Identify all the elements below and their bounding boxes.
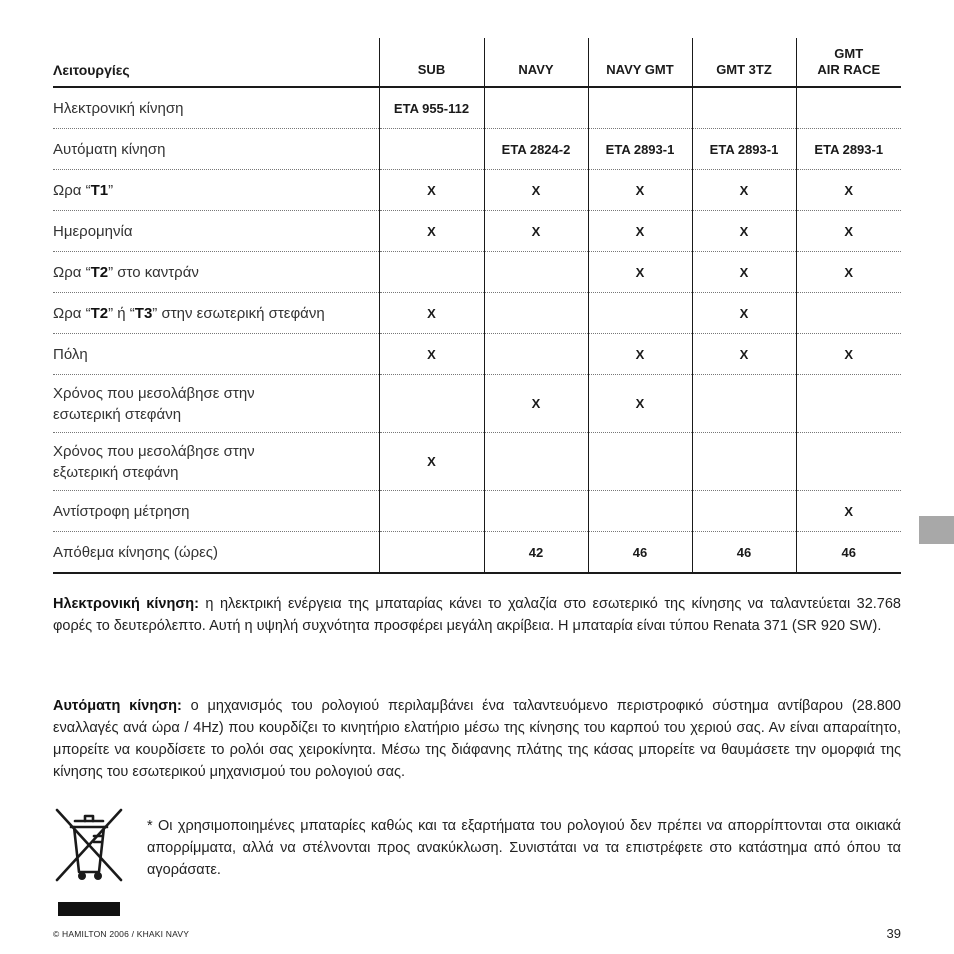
row-label-part: ” στην εσωτερική στεφάνη	[152, 304, 325, 322]
cell-gmt-air-race	[796, 375, 901, 433]
header-model-gmt-3tz: GMT 3TZ	[692, 38, 796, 87]
cell-sub	[379, 252, 484, 293]
cell-navy-gmt: X	[588, 211, 692, 252]
table-row	[53, 87, 901, 129]
page-number: 39	[886, 926, 901, 941]
row-label: Αντίστροφη μέτρηση	[53, 491, 379, 532]
table-row	[53, 129, 901, 170]
row-label	[53, 293, 379, 334]
crossed-out-wheeled-bin-icon	[53, 806, 125, 886]
cell-sub: X	[379, 334, 484, 375]
paragraph-lead: Αυτόματη κίνηση:	[53, 698, 182, 714]
weee-black-bar	[58, 902, 120, 916]
row-label-part: T2	[90, 304, 109, 322]
cell-navy	[484, 334, 588, 375]
cell-gmt-air-race	[796, 293, 901, 334]
cell-sub	[379, 532, 484, 574]
cell-sub: ETA 955-112	[379, 87, 484, 129]
cell-sub: X	[379, 211, 484, 252]
row-label-part: T1	[90, 181, 109, 199]
cell-navy	[484, 252, 588, 293]
row-label: Πόλη	[53, 334, 379, 375]
cell-gmt-3tz: 46	[692, 532, 796, 574]
cell-gmt-air-race: 46	[796, 532, 901, 574]
cell-gmt-3tz	[692, 491, 796, 532]
section-tab-marker	[919, 516, 954, 544]
footer-copyright: © HAMILTON 2006 / KHAKI NAVY	[53, 929, 190, 939]
cell-gmt-3tz	[692, 375, 796, 433]
row-label-part: Ωρα “	[53, 263, 91, 281]
cell-gmt-air-race	[796, 433, 901, 491]
cell-gmt-3tz	[692, 87, 796, 129]
cell-gmt-3tz: X	[692, 170, 796, 211]
table-header-row	[53, 38, 901, 87]
header-functions: Λειτουργίες	[53, 38, 379, 87]
cell-navy	[484, 433, 588, 491]
cell-navy-gmt	[588, 293, 692, 334]
row-label: Χρόνος που μεσολάβησε στην εσωτερική στεφάνη	[53, 375, 379, 433]
header-model-navy-gmt: NAVY GMT	[588, 38, 692, 87]
cell-gmt-air-race	[796, 87, 901, 129]
row-label: Ημερομηνία	[53, 211, 379, 252]
row-label-part: ” ή “	[108, 304, 135, 322]
cell-navy-gmt: X	[588, 252, 692, 293]
cell-sub: X	[379, 293, 484, 334]
cell-navy	[484, 293, 588, 334]
cell-navy-gmt: X	[588, 375, 692, 433]
row-label: Ηλεκτρονική κίνηση	[53, 87, 379, 129]
cell-sub	[379, 491, 484, 532]
cell-navy-gmt	[588, 433, 692, 491]
table-row	[53, 252, 901, 293]
table-body	[53, 87, 901, 573]
cell-gmt-air-race: X	[796, 211, 901, 252]
row-label-part: ” στο καντράν	[108, 263, 199, 281]
table-row	[53, 532, 901, 574]
cell-sub	[379, 129, 484, 170]
table-row	[53, 334, 901, 375]
cell-sub	[379, 375, 484, 433]
table-row	[53, 170, 901, 211]
cell-gmt-air-race: ETA 2893-1	[796, 129, 901, 170]
table-row	[53, 211, 901, 252]
cell-navy-gmt	[588, 87, 692, 129]
row-label-part: Ωρα “	[53, 304, 91, 322]
cell-gmt-3tz: X	[692, 252, 796, 293]
header-model-sub: SUB	[379, 38, 484, 87]
paragraph-text: ο μηχανισμός του ρολογιού περιλαμβάνει ένα ταλαντευόμενο περιστροφικό σύστημα αντίβαρου (28.800 εναλλαγές ανά ώρα / 4Hz) που κουρδίζει το κινητήριο ελατήριο μέσω της κίνησης του καρπού του χεριού σας. Αν είναι απαραίτητο, μπορείτε να κουρδίσετε το ρολόι σας χειροκίνητα. Μέσω της διάφανης πλάτης της κάσας μπορείτε να θαυμάσετε την ομορφιά της κίνησης του εσωτερικού μηχανισμού του ρολογιού σας.	[53, 698, 901, 780]
cell-sub: X	[379, 170, 484, 211]
table-row	[53, 375, 901, 433]
paragraph-text: η ηλεκτρική ενέργεια της μπαταρίας κάνει το χαλαζία στο εσωτερικό της κίνησης να ταλαντεύεται 32.768 φορές το δευτερόλεπτο. Αυτή η υψηλή συχνότητα προσφέρει μεγάλη ακρίβεια. Η μπαταρία είναι τύπου Renata 371 (SR 920 SW).	[53, 596, 901, 634]
cell-gmt-air-race: X	[796, 252, 901, 293]
cell-navy: ETA 2824-2	[484, 129, 588, 170]
cell-gmt-air-race: X	[796, 491, 901, 532]
cell-navy-gmt: ETA 2893-1	[588, 129, 692, 170]
cell-navy-gmt: X	[588, 170, 692, 211]
paragraph-automatic-movement	[53, 695, 901, 783]
paragraph-electronic-movement	[53, 593, 901, 637]
row-label: Αυτόματη κίνηση	[53, 129, 379, 170]
cell-navy: 42	[484, 532, 588, 574]
row-label: Χρόνος που μεσολάβησε στην εξωτερική στεφάνη	[53, 433, 379, 491]
cell-gmt-3tz	[692, 433, 796, 491]
cell-navy: X	[484, 170, 588, 211]
row-label	[53, 170, 379, 211]
row-label: Απόθεμα κίνησης (ώρες)	[53, 532, 379, 574]
cell-sub: X	[379, 433, 484, 491]
cell-gmt-3tz: ETA 2893-1	[692, 129, 796, 170]
row-label-part: ”	[108, 181, 114, 199]
cell-gmt-air-race: X	[796, 334, 901, 375]
header-model-navy: NAVY	[484, 38, 588, 87]
cell-navy: X	[484, 211, 588, 252]
table-row	[53, 433, 901, 491]
cell-gmt-air-race: X	[796, 170, 901, 211]
cell-navy-gmt: 46	[588, 532, 692, 574]
cell-navy: X	[484, 375, 588, 433]
row-label	[53, 252, 379, 293]
functions-table	[53, 38, 901, 574]
table-row	[53, 491, 901, 532]
paragraph-lead: Ηλεκτρονική κίνηση:	[53, 596, 199, 612]
row-label-part: T2	[90, 263, 109, 281]
header-model-gmt-air-race: GMT AIR RACE	[796, 38, 901, 87]
row-label-part: Ωρα “	[53, 181, 91, 199]
cell-navy-gmt: X	[588, 334, 692, 375]
cell-navy	[484, 87, 588, 129]
row-label-part: T3	[134, 304, 153, 322]
paragraph-recycling-note: * Οι χρησιμοποιημένες μπαταρίες καθώς και τα εξαρτήματα του ρολογιού δεν πρέπει να απορρίπτονται στα οικιακά απορρίμματα, αλλά να στέλνονται προς ανακύκλωση. Συνιστάται να τα επιστρέφετε στο κατάστημα από όπου τα αγοράσατε.	[147, 818, 901, 878]
cell-navy	[484, 491, 588, 532]
cell-navy-gmt	[588, 491, 692, 532]
cell-gmt-3tz: X	[692, 293, 796, 334]
cell-gmt-3tz: X	[692, 211, 796, 252]
cell-gmt-3tz: X	[692, 334, 796, 375]
table-row	[53, 293, 901, 334]
